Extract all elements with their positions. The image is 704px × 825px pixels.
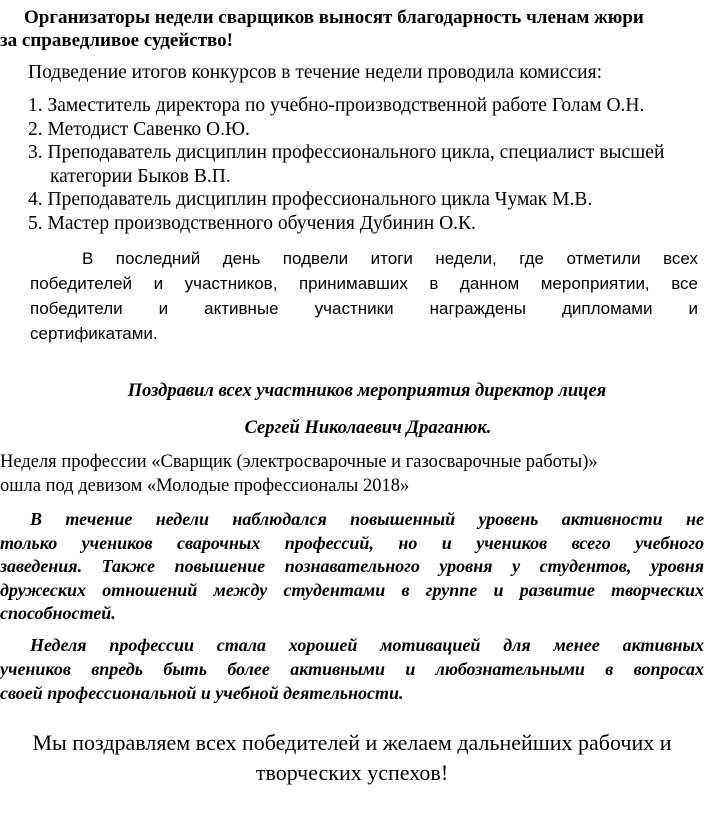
- closing: [0, 728, 704, 788]
- congrats-line-1: Поздравил всех участников мероприятия директор лицея: [127, 381, 607, 401]
- commission-member-3: 3. Преподаватель дисциплин профессионального цикла, специалист высшей: [28, 142, 665, 163]
- closing-line-1: Мы поздравляем всех победителей и желаем дальнейших рабочих и: [32, 730, 672, 755]
- summary-line-1: В последний день подвели итоги недели, где отметили всех: [82, 249, 698, 268]
- commission-member-5: 5. Мастер производственного обучения Дубинин О.К.: [28, 212, 476, 234]
- heading: [0, 6, 704, 52]
- commission-intro: Подведение итогов конкурсов в течение недели проводила комиссия:: [28, 62, 602, 83]
- commission-member-2: 2. Методист Савенко О.Ю.: [28, 118, 250, 140]
- congrats-line-2: Сергей Николаевич Драганюк.: [244, 418, 492, 438]
- closing-line-2: творческих успехов!: [255, 760, 449, 785]
- summary-line-4: сертификатами.: [30, 324, 158, 343]
- activity-line-2: только учеников сварочных профессий, но и учеников всего учебного: [0, 532, 704, 553]
- commission-list: [28, 94, 664, 235]
- activity-paragraph: [0, 508, 704, 626]
- motto: [0, 450, 598, 498]
- activity-line-3: заведения. Также повышение познавательного уровня у студентов, уровня: [0, 556, 704, 576]
- heading-line-1: Организаторы недели сварщиков выносят благодарность членам жюри: [24, 7, 644, 28]
- heading-line-2: за справедливое судейство!: [0, 30, 234, 51]
- commission-member-1: 1. Заместитель директора по учебно-производственной работе Голам О.Н.: [28, 95, 645, 116]
- activity-line-4: дружеских отношений между студентами в группе и развитие творческих: [0, 579, 704, 600]
- summary-line-3: победители и активные участники награждены дипломами и: [30, 299, 698, 318]
- summary-paragraph: [30, 246, 698, 346]
- motto-line-2: ошла под девизом «Молодые профессионалы 2018»: [0, 476, 410, 496]
- commission-member-4: 4. Преподаватель дисциплин профессионального цикла Чумак М.В.: [28, 189, 593, 210]
- motivation-line-2: учеников впредь быть более активными и любознательными в вопросах: [0, 659, 704, 679]
- motto-line-1: Неделя профессии «Сварщик (электросварочные и газосварочные работы)»: [0, 452, 598, 472]
- activity-line-5: способностей.: [0, 603, 116, 623]
- commission-member-3-cont: категории Быков В.П.: [50, 165, 231, 187]
- motivation-line-3: своей профессиональной и учебной деятельности.: [0, 683, 404, 703]
- motivation-line-1: Неделя профессии стала хорошей мотивацией для менее активных: [30, 635, 704, 655]
- activity-line-1: В течение недели наблюдался повышенный уровень активности не: [30, 509, 704, 529]
- summary-line-2: победителей и участников, принимавших в данном мероприятии, все: [30, 274, 698, 293]
- motivation-paragraph: [0, 633, 704, 705]
